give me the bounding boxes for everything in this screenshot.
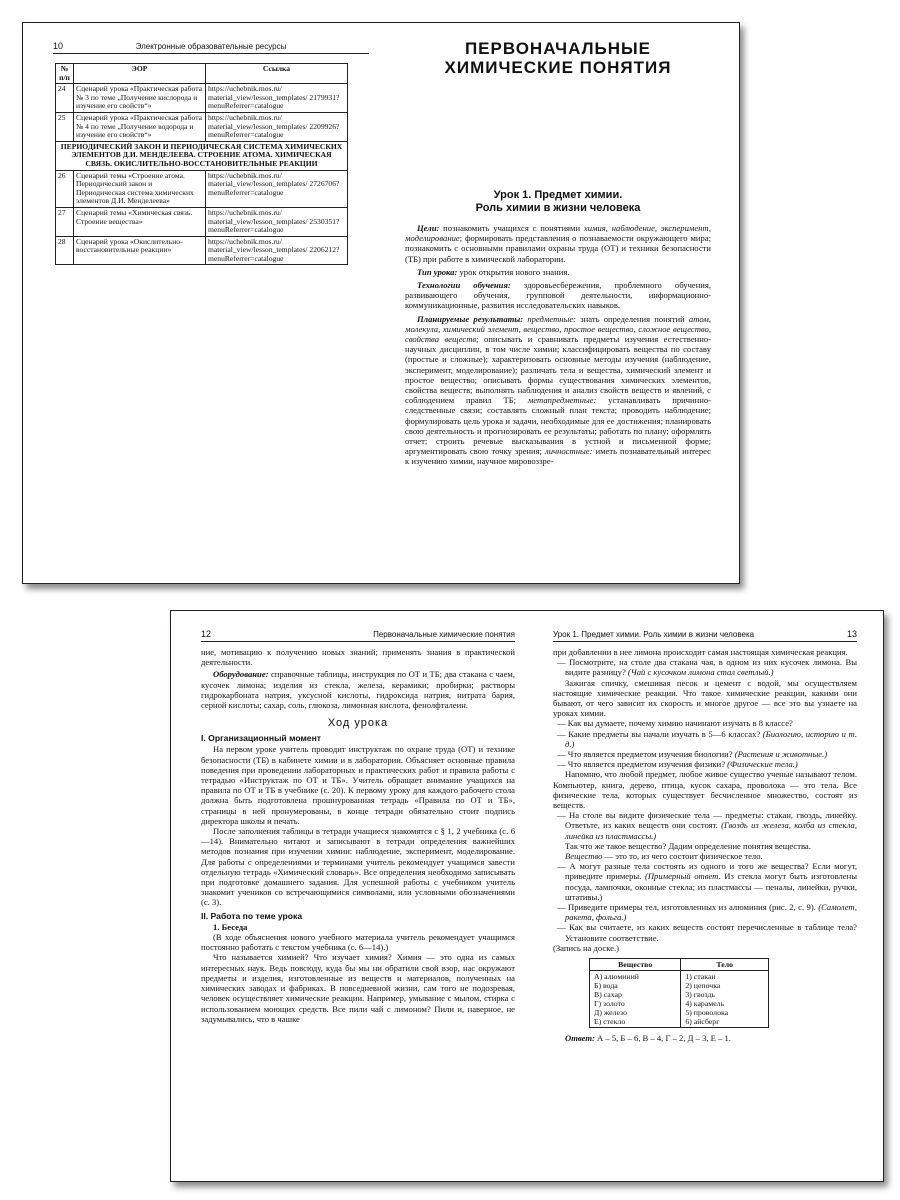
cell-line: Б) вода (594, 981, 618, 991)
row-eor: Сценарий урока «Практическая работа № 3 по теме „Получение кислорода и изучение его свойств“» (74, 84, 206, 113)
row-link[interactable]: https://uchebnik.mos.ru/ material_view/lesson_templates/ 2726706?menuReferrer=catalogue (206, 170, 348, 207)
text: А – 5, Б – 6, В – 4, Г – 2, Д – 3, Е – 1. (594, 1033, 731, 1044)
text: — Что является предметом изучения физики? (557, 759, 728, 770)
cell-line: 6) айсберг (685, 1017, 720, 1027)
results-meta-label: метапредметные: (527, 395, 597, 406)
dialogue-line (553, 902, 857, 922)
text: устанавливать причинно-следственные связи; составлять сложный план текста; проводить наблюдение; формулировать цель урока и задачи, необходимые для ее достижения; планировать свою деятельность и прогнозировать ее результаты; работать по плану; оформлять отчет; строить речевые высказывания в устной и письменной форме; аргументировать свою точку зрения; (405, 395, 711, 457)
board-note: (Запись на доске.) (553, 942, 619, 953)
text: — это то, из чего состоит физическое тело. (602, 851, 763, 862)
row-eor: Сценарий темы «Химическая связь. Строение вещества» (74, 207, 206, 236)
cell-line: В) сахар (594, 990, 622, 1000)
lesson-title-line-2: Роль химии в жизни человека (475, 202, 641, 214)
row-eor: Сценарий урока «Практическая работа № 4 по теме „Получение водорода и изучение его свойств“» (74, 112, 206, 141)
cell-line: Д) железо (594, 1008, 627, 1018)
tech-paragraph (405, 280, 711, 311)
paragraph: Что называется химией? Что изучает химия? Химия — это одна из самых интересных наук. Ведь повсюду, куда бы мы ни обратили свой взор, нас окружают предметы и изделия, изготовленные из веществ и материалов, полученных на химических заводах и фабриках. В повседневной жизни, сам того не подозревая, человек осуществляет химические реакции. Например, умывание с мылом, стирка с использованием моющих средств. Все пили чай с лимоном? Пили и, наверное, не задумывались, что в чашке (201, 952, 515, 1024)
page-body (201, 647, 515, 1024)
results-label: Планируемые результаты: (417, 313, 524, 324)
continuation-paragraph: ние, мотивацию к получению новых знаний; применять знания в практической деятельности. (201, 647, 515, 668)
answer-italic: (Биологию, историю и т. д.) (565, 728, 857, 749)
page-number: 10 (53, 41, 64, 51)
table-row (56, 170, 348, 207)
running-title: Первоначальные химические понятия (373, 630, 515, 639)
running-header (553, 629, 857, 642)
row-number: 25 (56, 112, 74, 141)
answer-italic: (Примерный ответ. (644, 871, 721, 882)
running-title: Электронные образовательные ресурсы (135, 42, 287, 51)
text: — На столе вы видите физические тела — предметы: стакан, гвоздь, линейку. Ответьте, из каких веществ они состоят. (557, 810, 857, 831)
text: ; описывать и сравнивать предметы изучения естественно-научных дисциплин, в том числе химии; классифицировать вещества по составу (простые и сложные); характеризовать основные методы изучения (наблюдение, эксперимент, моделирование); различать тела и вещества, химический элемент и простое вещество; описывать формы существования химических элементов, свойства веществ; выполнять наблюдения и анализ свойств веществ и явлений, с соблюдением правил ТБ; (405, 334, 711, 406)
paragraph: После заполнения таблицы в тетради учащиеся знакомятся с § 1, 2 учебника (с. 6—14). Внимательно читают и записывают в тетради определения важнейших методов познания при изучении химии: наблюдение, эксперимент, моделирование. Для работы с определениями и терминами учитель рекомендует учащимся завести отдельную тетрадь «Химический словарь». Все определения необходимо записывать при подготовке домашнего задания. Для успешной работы с учебником учитель знакомит учеников со встречающимися символами, или условными обозначениями (с. 3). (201, 826, 515, 908)
answer-italic: (Самолет, ракета, фольга.) (565, 902, 857, 923)
answer-paragraph (553, 1033, 857, 1043)
definition-term: Вещество (565, 851, 603, 862)
answer-italic: (Физические тела.) (727, 759, 798, 770)
header-substance: Вещество (590, 959, 681, 971)
running-title: Урок 1. Предмет химии. Роль химии в жизни человека (553, 630, 755, 639)
text: — Какие предметы вы начали изучать в 5—6 классах? (557, 728, 763, 739)
type-paragraph (405, 267, 711, 277)
header-eor: ЭОР (74, 64, 206, 84)
results-personal-label: личностные: (544, 446, 593, 457)
row-eor: Сценарий урока «Окислительно-восстановительные реакции» (74, 236, 206, 265)
row-number: 24 (56, 84, 74, 113)
table-header-row (56, 64, 348, 84)
answer-italic: (Чай с кусочком лимона стал светлый.) (627, 667, 774, 678)
eor-table (55, 63, 348, 265)
dialogue-line (553, 657, 857, 677)
row-link[interactable]: https://uchebnik.mos.ru/ material_view/lesson_templates/ 2179931?menuReferrer=catalogue (206, 84, 348, 113)
subsection-heading: 1. Беседа (213, 921, 248, 932)
text: познакомить учащихся с понятиями (439, 223, 584, 233)
dialogue-line (553, 759, 857, 769)
section-heading: I. Организационный момент (201, 733, 321, 744)
header-number: № п/п (56, 64, 74, 84)
page-10 (53, 23, 369, 583)
paragraph: На первом уроке учитель проводит инструктаж по охране труда (ОТ) и технике безопасности (ТБ) в кабинете химии и в лаборатории. Объясняет основные правила поведения при проведении лабораторных и практических работ и правила работы с тетрадью «Инструктаж по ОТ и ТБ». Учитель обращает внимание учащихся на правила по ОТ и ТБ в учебнике (с. 20). К первому уроку для каждого рабочего стола должна быть подготовлена прошнурованная тетрадь «Правила по ОТ и ТБ», страницы в ней пронумерованы, в конце тетради обязательно стоит подпись директора школы и печать. (201, 744, 515, 826)
text: здоровьесбережения, проблемного обучения, развивающего обучения, групповой деятельности, информационно-коммуникационные, развития исследовательских навыков. (405, 280, 711, 311)
running-header (201, 629, 515, 642)
table-section-row (56, 141, 348, 170)
dialogue-line (553, 861, 857, 902)
spread-pages-10-11 (22, 22, 740, 584)
cell-line: А) алюминий (594, 972, 639, 982)
lesson-title (405, 189, 711, 215)
substance-body-table (589, 958, 769, 1028)
page-body (553, 647, 857, 1043)
dialogue-line (553, 749, 857, 759)
header-link: Ссылка (206, 64, 348, 84)
answer-label: Ответ: (565, 1033, 595, 1044)
table-cell (681, 971, 769, 1028)
paragraph: при добавлении в нее лимона происходит самая настоящая химическая реакция. (553, 647, 848, 657)
row-number: 28 (56, 236, 74, 265)
text: Из стекла могут быть изготовлены посуда, лампочки, оконные стекла; из пластмассы — пеналы, линейки, ручки, штативы.) (565, 871, 857, 902)
paragraph: (В ходе объяснения нового учебного материала учитель рекомендует учащимся постоянно работать с текстом учебника (с. 6—14).) (201, 932, 515, 953)
chapter-title-line-2: ХИМИЧЕСКИЕ ПОНЯТИЯ (444, 58, 672, 77)
table-cell (590, 971, 681, 1028)
page-body (405, 223, 711, 467)
cell-line: 3) гвоздь (685, 990, 715, 1000)
text: урок открытия нового знания. (457, 266, 570, 277)
cell-line: 4) карамель (685, 999, 725, 1009)
section-heading: II. Работа по теме урока (201, 910, 303, 921)
page-13 (553, 611, 857, 1181)
dialogue-line: — Как вы думаете, почему химию начинают изучать в 8 классе? (557, 718, 793, 729)
results-subject-label: предметные: (523, 313, 577, 324)
text: — Приведите примеры тел, изготовленных из алюминия (рис. 2, с. 9). (557, 902, 819, 913)
dialogue-line (553, 810, 857, 841)
page-number: 12 (201, 629, 212, 639)
chapter-title-line-1: ПЕРВОНАЧАЛЬНЫЕ (464, 39, 652, 58)
cell-line: 2) цепочка (685, 981, 721, 991)
spread-pages-12-13 (170, 610, 884, 1182)
cell-line: Г) золото (594, 999, 625, 1009)
text: иметь познавательный интерес к изучению химии, научное мировоззре- (405, 446, 711, 467)
table-row (56, 84, 348, 113)
row-number: 27 (56, 207, 74, 236)
equipment-paragraph (201, 669, 515, 710)
definition-paragraph (553, 851, 857, 861)
text: ; формировать представления о познаваемости окружающего мира; познакомить с основными правилами охраны труда (ОТ) и техники безопасности (ТБ) при работе в химической лаборатории. (405, 233, 711, 264)
paragraph: Напомню, что любой предмет, любое живое существо ученые называют телом. Компьютер, книга, дерево, птица, кусок сахара, проволока — это тела. Все физические тела, которых существует бесчисленное множество, состоят из веществ. (553, 769, 857, 811)
dialogue-line (553, 729, 857, 749)
answer-italic: (Растения и животные.) (734, 749, 828, 760)
lesson-title-line-1: Урок 1. Предмет химии. (493, 189, 623, 201)
equipment-label: Оборудование: (213, 669, 269, 680)
page-number: 13 (846, 629, 857, 639)
text: знать определения понятий (576, 313, 689, 324)
row-number: 26 (56, 170, 74, 207)
row-link[interactable]: https://uchebnik.mos.ru/ material_view/lesson_templates/ 2530351?menuReferrer=catalogue (206, 207, 348, 236)
cell-line: 5) проволока (685, 1008, 729, 1018)
table-row (590, 971, 769, 1028)
goals-terms: химия, наблюдение, эксперимент, моделирование (405, 223, 711, 244)
chapter-title (405, 39, 711, 77)
text: — А могут разные тела состоять из одного и того же вещества? Если могут, приведите примеры. (557, 861, 857, 882)
results-terms: атом, молекула, химический элемент, вещество, простое вещество, сложное вещество, свойства веществ (405, 313, 711, 345)
page-11 (405, 23, 711, 583)
text: справочные таблицы, инструкция по ОТ и ТБ; два стакана с чаем, кусочек лимона; изделия из стекла, железа, керамики; пробирки; растворы гидрокарбоната натрия, уксусной кислоты, гидроксида натрия, нитрата бария, серной кислоты; сахар, соль, глюкоза, лимонная кислота, фенолфталеин. (201, 669, 515, 711)
goals-paragraph (405, 223, 711, 264)
section-title: ПЕРИОДИЧЕСКИЙ ЗАКОН И ПЕРИОДИЧЕСКАЯ СИСТЕМА ХИМИЧЕСКИХ ЭЛЕМЕНТОВ Д.И. МЕНДЕЛЕЕВА. СТРОЕНИЕ АТОМА. ХИМИЧЕСКАЯ СВЯЗЬ. ОКИСЛИТЕЛЬНО-ВОССТАНОВИТЕЛЬНЫЕ РЕАКЦИИ (56, 141, 348, 170)
text: — Что является предметом изучения биологии? (557, 749, 735, 760)
cell-line: Е) стекло (594, 1017, 626, 1027)
page-body (53, 63, 369, 265)
table-row (56, 207, 348, 236)
answer-italic: (Гвоздь из железа, колба из стекла, линейка из пластмассы.) (565, 820, 857, 841)
table-row (56, 236, 348, 265)
table-header-row (590, 959, 769, 971)
dialogue-line: — Как вы считаете, из каких веществ состоят перечисленные в таблице тела? Установите соответствие. (557, 922, 857, 943)
paragraph: Так что же такое вещество? Дадим определение понятия вещества. (565, 840, 811, 851)
table-row (56, 112, 348, 141)
running-header (53, 41, 369, 54)
row-link[interactable]: https://uchebnik.mos.ru/ material_view/lesson_templates/ 2206212?menuReferrer=catalogue (206, 236, 348, 265)
course-heading: Ход урока (327, 717, 389, 730)
type-label: Тип урока: (417, 266, 458, 277)
page-12 (201, 611, 515, 1181)
header-body: Тело (681, 959, 769, 971)
row-link[interactable]: https://uchebnik.mos.ru/ material_view/lesson_templates/ 2209926?menuReferrer=catalogue (206, 112, 348, 141)
paragraph: Зажигая спичку, смешивая песок и цемент с водой, мы осуществляем настоящие химические реакции. Что такое химические реакции, какими они бывают, от чего зависит их скорость и многое другое — все это вы узнаете на уроках химии. (553, 677, 857, 719)
text: — Посмотрите, на столе два стакана чая, в одном из них кусочек лимона. Вы видите разницу? (557, 657, 857, 678)
tech-label: Технологии обучения: (417, 280, 511, 291)
results-paragraph (405, 314, 711, 467)
goals-label: Цели: (417, 223, 440, 233)
cell-line: 1) стакан (685, 972, 716, 982)
row-eor: Сценарий темы «Строение атома. Периодический закон и Периодическая система химических элементов Д.И. Менделеева» (74, 170, 206, 207)
